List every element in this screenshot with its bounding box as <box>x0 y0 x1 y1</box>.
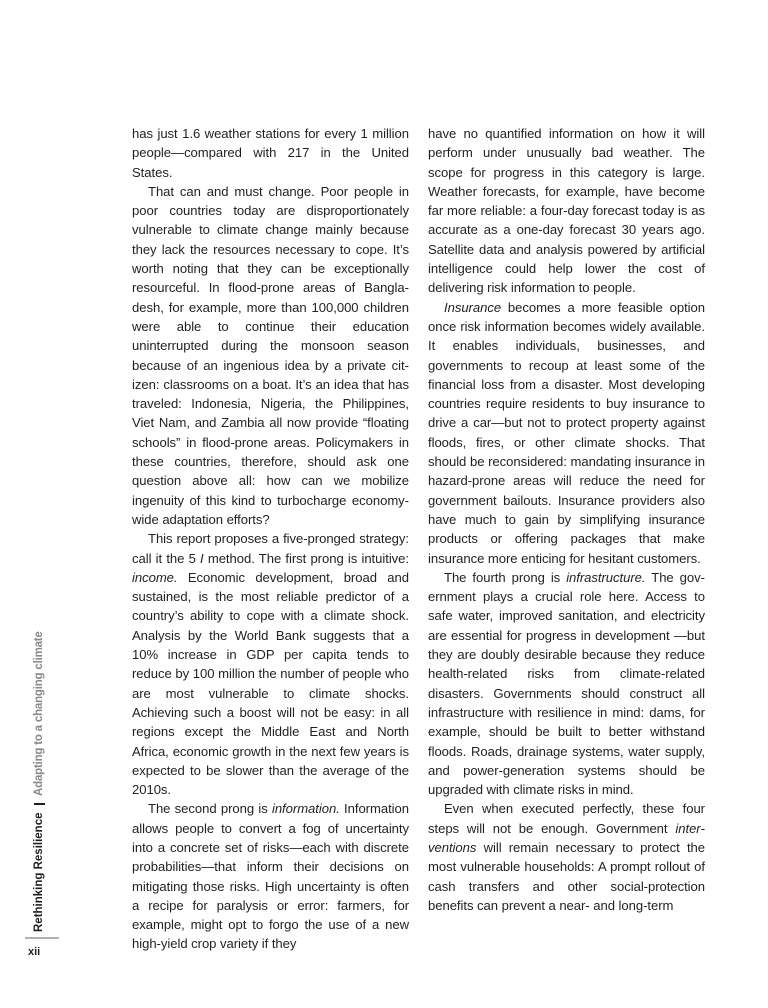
emphasis-text: infrastructure. <box>566 569 646 585</box>
paragraph <box>428 568 705 800</box>
paragraph <box>132 529 409 799</box>
emphasis-text: I <box>200 550 204 566</box>
running-head-separator <box>34 803 45 806</box>
chapter-title: Adapting to a changing climate <box>33 631 45 796</box>
paragraph <box>428 799 705 915</box>
paragraph-text: The fourth prong is <box>444 569 567 585</box>
running-head-sidebar <box>27 612 51 932</box>
emphasis-text: interventions <box>428 820 705 855</box>
folio-divider <box>25 937 59 939</box>
paragraph-text: The government plays a crucial role here. Access to safe water, improved sanitation, and electricity are essential for progress in development —but they are doubly desirable because they reduce health-related risks from climate-related disasters. Governments should construct all infrastructure with resilience in mind: dams, for example, should be built to better withstand floods. Roads, drainage systems, water supply, and power-generation systems should be upgraded with climate risks in mind. <box>428 569 705 798</box>
paragraph-text: has just 1.6 weather stations for every 1 million people—compared with 217 in the United States. <box>132 126 409 180</box>
emphasis-text: income. <box>132 569 178 585</box>
paragraph-text: method. The first prong is intuitive: <box>203 550 410 566</box>
running-head <box>27 612 51 932</box>
paragraph-text: This report proposes a five-pronged strategy: call it the 5 <box>132 531 409 566</box>
book-title: Rethinking Resilience <box>33 812 45 932</box>
paragraph-text: Even when executed perfectly, these four steps will not be enough. Government <box>428 801 705 836</box>
paragraph-text: becomes a more feasible option once risk information becomes widely available. It enables individuals, businesses, and governments to recoup at least some of the financial loss from a disaster. Most developing countries require residents to buy insurance to drive a car—but not to protect property against floods, fires, or other climate shocks. That should be reconsidered: mandating insurance in hazard-prone areas will reduce the need for government bailouts. Insurance providers also have much to gain by simplifying insurance products or offering packages that make insurance more enticing for hesitant customers. <box>428 299 705 566</box>
paragraph <box>132 124 409 182</box>
paragraph-text: That can and must change. Poor people in poor countries today are disproportionately vulnerable to climate change mainly because they lack the resources necessary to cope. It’s worth noting that they can be exceptionally resourceful. In flood-prone areas of Bangladesh, for example, more than 100,000 children were able to continue their education uninterrupted during the monsoon season because of an ingenious idea by a private citizen: classrooms on a boat. It’s an idea that has traveled: Indonesia, Nigeria, the Philippines, Viet Nam, and Zambia all now provide “floating schools” in flood-prone areas. Policymakers in these countries, therefore, should ask one question above all: how can we mobilize ingenuity of this kind to turbocharge economy-wide adaptation efforts? <box>132 183 409 527</box>
paragraph-text: have no quantified information on how it will perform under unusually bad weather. The scope for progress in this category is large. Weather forecasts, for example, have become far more reliable: a four-day forecast today is as accurate as a one-day forecast 30 years ago. Satellite data and analysis powered by artificial intelligence could help lower the cost of delivering risk information to people. <box>428 126 705 296</box>
left-text-column <box>132 124 409 954</box>
paragraph <box>428 124 705 298</box>
paragraph-text: The second prong is <box>148 801 272 817</box>
paragraph-text: will remain necessary to protect the most vulnerable households: A prompt rollout of cash transfers and other social-protection benefits can prevent a near- and long-term <box>428 839 705 913</box>
right-text-column <box>428 124 705 915</box>
paragraph-text: Economic development, broad and sustained, is the most reliable predictor of a country’s ability to cope with a climate shock. Analysis by the World Bank suggests that a 10% increase in GDP per capita tends to reduce by 100 million the number of people who are most vulnerable to climate shocks. Achieving such a boost will not be easy: in all regions except the Middle East and North Africa, economic growth in the next few years is expected to be slower than the average of the 2010s. <box>132 569 409 798</box>
paragraph-text: Information allows people to convert a fog of uncertainty into a concrete set of risks—each with discrete probabilities—that inform their decisions on mitigating those risks. High uncertainty is often a recipe for paralysis or error: farmers, for example, might opt to forgo the use of a new high-yield crop variety if they <box>132 801 409 952</box>
paragraph <box>132 799 409 953</box>
emphasis-text: Insurance <box>444 299 502 315</box>
page-number: xii <box>28 946 41 958</box>
emphasis-text: information. <box>271 801 340 817</box>
paragraph <box>132 182 409 529</box>
paragraph <box>428 298 705 568</box>
